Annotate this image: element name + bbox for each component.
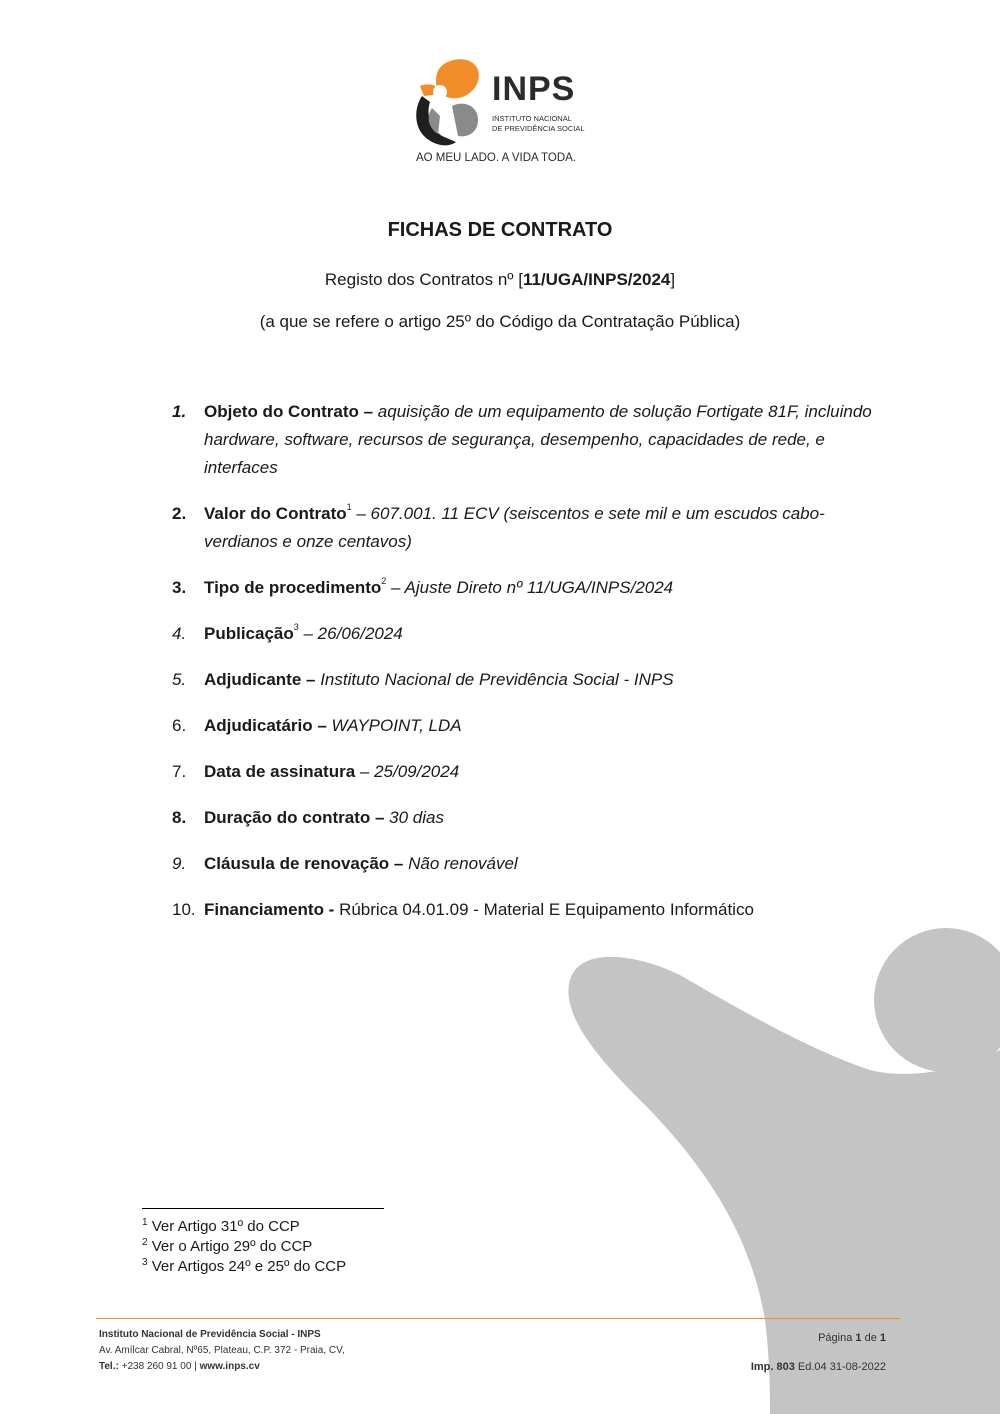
item-label: Adjudicatário – [204,716,332,735]
tel-number: +238 260 91 00 | [118,1361,200,1372]
footnote-number: 2 [142,1237,148,1248]
page-of: de [861,1332,880,1344]
footnote-number: 1 [142,1217,148,1228]
imp-label: Imp. 803 [750,1361,795,1373]
logo-slogan: AO MEU LADO. A VIDA TODA. [416,152,576,164]
item-value: – Ajuste Direto nº 11/UGA/INPS/2024 [386,578,674,597]
website-link[interactable]: www.inps.cv [199,1361,260,1372]
item-number: 1. [172,402,187,421]
footnote [142,1217,346,1237]
item-number: 7. [172,762,187,781]
item-label: Duração do contrato – [204,808,390,827]
footnote-text: Ver Artigos 24º e 25º do CCP [147,1258,347,1275]
item-value: Não renovável [408,854,518,873]
list-item [172,500,872,556]
item-label: Valor do Contrato [204,504,347,523]
legal-reference: (a que se refere o artigo 25º do Código da Contratação Pública) [259,312,741,331]
inps-logo [412,56,602,172]
list-item [172,574,872,602]
logo-subtitle [492,114,602,134]
footnote [142,1257,346,1277]
item-value: WAYPOINT, LDA [331,716,462,735]
item-number: 9. [172,854,187,873]
item-label: Cláusula de renovação – [204,854,409,873]
item-value: Instituto Nacional de Previdência Social - INPS [320,670,674,689]
list-item [172,620,872,648]
item-value: – 25/09/2024 [355,762,460,781]
registry-prefix: Registo dos Contratos nº [ [324,270,523,289]
footnote [142,1237,346,1257]
list-item [172,850,872,878]
item-number: 10. [172,900,196,919]
logo-name: INPS [492,70,576,108]
item-value: Rúbrica 04.01.09 - Material E Equipamento Informático [339,900,754,919]
item-number: 3. [172,578,187,597]
item-label: Publicação [204,624,294,643]
item-label: Adjudicante – [204,670,321,689]
page-number [751,1324,886,1353]
footer-address: Av. Amílcar Cabral, Nº65, Plateau, C.P. 372 - Praia, CV, [99,1345,345,1356]
registry-line [0,270,1000,290]
list-item [172,398,872,482]
item-value: – 607.001. 11 ECV (seiscentos e sete mil e um escudos cabo-verdianos e onze centavos) [204,504,825,551]
footer-contact [99,1327,345,1375]
item-label: Data de assinatura [204,762,356,781]
item-value: 30 dias [389,808,444,827]
list-item [172,712,872,740]
footnote-divider [142,1208,384,1209]
list-item [172,896,872,924]
item-number: 4. [172,624,187,643]
footnote-ref: 1 [346,502,352,512]
footnote-number: 3 [142,1257,148,1268]
list-item [172,804,872,832]
page-label: Página [818,1332,856,1344]
footnote-text: Ver Artigo 31º do CCP [147,1218,300,1235]
contract-fields-list [172,398,872,942]
item-label: Tipo de procedimento [204,578,382,597]
logo-emblem-icon [412,56,490,152]
page-total: 1 [879,1332,886,1344]
tel-label: Tel.: [99,1361,119,1372]
footnote-ref: 2 [381,576,387,586]
list-item [172,666,872,694]
item-number: 8. [172,808,187,827]
footer-page-info [751,1324,886,1382]
item-value: aquisição de um equipamento de solução Fortigate 81F, incluindo hardware, software, recursos de segurança, desempenho, capacidades de rede, e interfaces [204,402,872,477]
footnote-text: Ver o Artigo 29º do CCP [147,1238,313,1255]
page-current: 1 [855,1332,862,1344]
item-label: Objeto do Contrato – [204,402,378,421]
item-number: 5. [172,670,187,689]
footnotes [142,1217,346,1277]
logo-subtitle-line1: INSTITUTO NACIONAL [492,114,572,123]
item-number: 2. [172,504,187,523]
footer-phone-line [99,1359,345,1375]
registry-suffix: ] [670,270,676,289]
list-item [172,758,872,786]
registry-number: 11/UGA/INPS/2024 [522,270,671,289]
logo-subtitle-line2: DE PREVIDÊNCIA SOCIAL [492,124,585,133]
form-edition [751,1353,886,1382]
document-title: FICHAS DE CONTRATO [387,219,613,241]
footnote-ref: 3 [293,622,299,632]
footer-org: Instituto Nacional de Previdência Social - INPS [99,1329,321,1340]
imp-edition: Ed.04 31-08-2022 [794,1361,886,1373]
item-number: 6. [172,716,187,735]
item-label: Financiamento - [204,900,340,919]
item-value: – 26/06/2024 [298,624,403,643]
footer-divider [96,1318,900,1319]
